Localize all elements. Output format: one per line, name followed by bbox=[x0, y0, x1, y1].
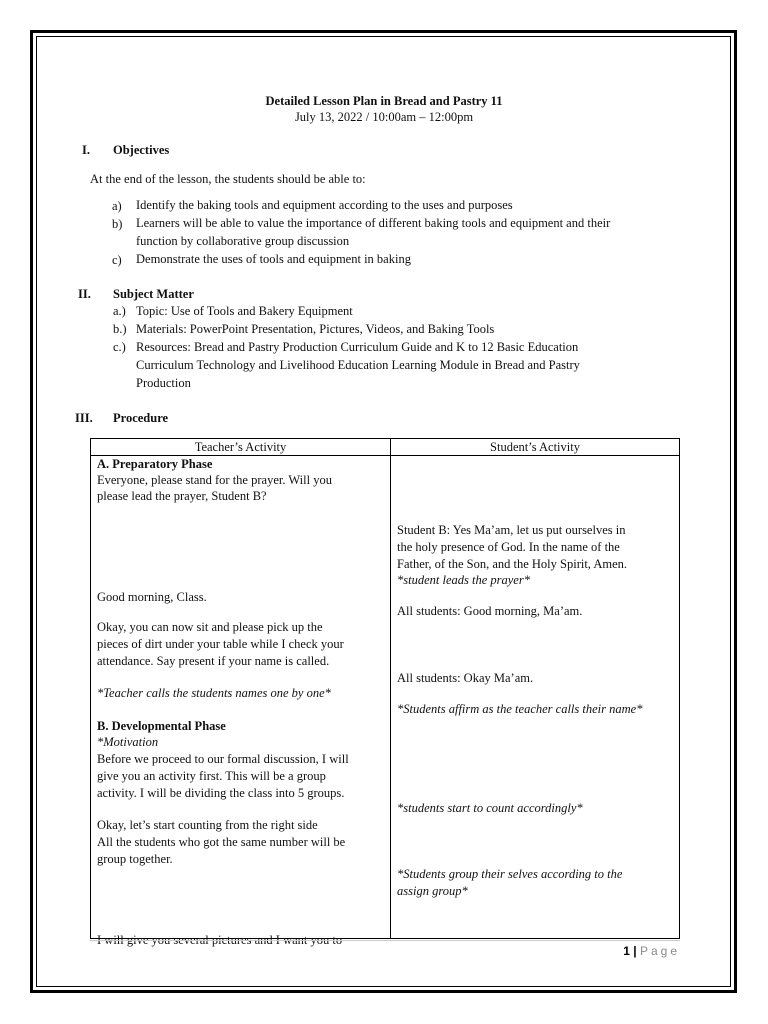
subject-letter-c: c.) bbox=[113, 340, 126, 354]
subject-letter-a: a.) bbox=[113, 304, 126, 318]
subject-text-a: Topic: Use of Tools and Bakery Equipment bbox=[136, 304, 353, 318]
teacher-sit-line-1: Okay, you can now sit and please pick up the bbox=[97, 620, 323, 634]
student-good-morning: All students: Good morning, Ma’am. bbox=[397, 604, 583, 618]
teacher-sit-line-3: attendance. Say present if your name is called. bbox=[97, 654, 330, 668]
page-label: Page bbox=[639, 944, 680, 958]
section-title-subject-matter: Subject Matter bbox=[113, 287, 194, 301]
teacher-pictures: I will give you several pictures and I want you to bbox=[97, 933, 343, 947]
procedure-table-header-row bbox=[91, 439, 680, 456]
subject-text-c: Resources: Bread and Pastry Production Curriculum Guide and K to 12 Basic Education bbox=[136, 340, 579, 354]
student-count: *students start to count accordingly* bbox=[397, 801, 583, 815]
page-number: 1 bbox=[623, 944, 630, 958]
teacher-counting: Okay, let’s start counting from the right side bbox=[97, 818, 318, 832]
student-prayer-line-3: Father, of the Son, and the Holy Spirit, Amen. bbox=[397, 557, 628, 571]
student-affirm: *Students affirm as the teacher calls their name* bbox=[397, 702, 643, 716]
subject-letter-b: b.) bbox=[113, 322, 127, 336]
teacher-calls-names: *Teacher calls the students names one by one* bbox=[97, 686, 331, 700]
student-activity-cell bbox=[391, 456, 680, 939]
section-number-subject-matter: II. bbox=[78, 287, 91, 301]
student-prayer-line-1: Student B: Yes Ma’am, let us put ourselves in bbox=[397, 523, 626, 537]
teacher-prayer-line-1: Everyone, please stand for the prayer. Will you bbox=[97, 473, 332, 487]
document-date: July 13, 2022 / 10:00am – 12:00pm bbox=[294, 110, 474, 124]
preparatory-phase-heading: A. Preparatory Phase bbox=[97, 457, 213, 471]
teacher-motivation-line-1: Before we proceed to our formal discussion, I will bbox=[97, 752, 349, 766]
student-leads-prayer: *student leads the prayer* bbox=[397, 573, 530, 587]
footer-separator: | bbox=[633, 944, 637, 958]
objectives-intro: At the end of the lesson, the students should be able to: bbox=[90, 172, 366, 186]
student-group-line-2: assign group* bbox=[397, 884, 468, 898]
student-group-line-1: *Students group their selves according to the bbox=[397, 867, 623, 881]
section-number-objectives: I. bbox=[82, 143, 90, 157]
section-number-procedure: III. bbox=[75, 411, 93, 425]
teacher-activity-header: Teacher’s Activity bbox=[91, 439, 391, 456]
teacher-same-number-line-2: group together. bbox=[97, 852, 173, 866]
teacher-greeting: Good morning, Class. bbox=[97, 590, 207, 604]
section-title-objectives: Objectives bbox=[113, 143, 170, 157]
objective-text-b: Learners will be able to value the importance of different baking tools and equipment and their bbox=[136, 216, 611, 230]
student-okay: All students: Okay Ma’am. bbox=[397, 671, 534, 685]
teacher-sit-line-2: pieces of dirt under your table while I check your bbox=[97, 637, 344, 651]
subject-text-c-continued-2: Production bbox=[136, 376, 191, 390]
document-title: Detailed Lesson Plan in Bread and Pastry 11 bbox=[265, 94, 503, 108]
page-footer bbox=[623, 944, 680, 958]
student-prayer-line-2: the holy presence of God. In the name of the bbox=[397, 540, 620, 554]
subject-text-c-continued-1: Curriculum Technology and Livelihood Education Learning Module in Bread and Pastry bbox=[136, 358, 580, 372]
procedure-table-row bbox=[91, 456, 680, 939]
motivation-label: *Motivation bbox=[97, 735, 159, 749]
student-activity-header: Student’s Activity bbox=[391, 439, 680, 456]
teacher-motivation-line-2: give you an activity first. This will be a group bbox=[97, 769, 326, 783]
objective-letter-b: b) bbox=[112, 217, 123, 231]
objective-text-b-continued: function by collaborative group discussion bbox=[136, 234, 350, 248]
subject-text-b: Materials: PowerPoint Presentation, Pictures, Videos, and Baking Tools bbox=[136, 322, 495, 336]
developmental-phase-heading: B. Developmental Phase bbox=[97, 719, 226, 733]
objective-text-a: Identify the baking tools and equipment according to the uses and purposes bbox=[136, 198, 513, 212]
teacher-motivation-line-3: activity. I will be dividing the class into 5 groups. bbox=[97, 786, 345, 800]
teacher-activity-cell bbox=[91, 456, 391, 947]
procedure-table bbox=[90, 438, 680, 947]
objective-letter-a: a) bbox=[112, 199, 122, 213]
objective-text-c: Demonstrate the uses of tools and equipment in baking bbox=[136, 252, 411, 266]
footer-divider bbox=[90, 940, 680, 941]
objective-letter-c: c) bbox=[112, 253, 122, 267]
section-title-procedure: Procedure bbox=[113, 411, 169, 425]
teacher-prayer-line-2: please lead the prayer, Student B? bbox=[97, 489, 267, 503]
teacher-same-number-line-1: All the students who got the same number will be bbox=[97, 835, 346, 849]
